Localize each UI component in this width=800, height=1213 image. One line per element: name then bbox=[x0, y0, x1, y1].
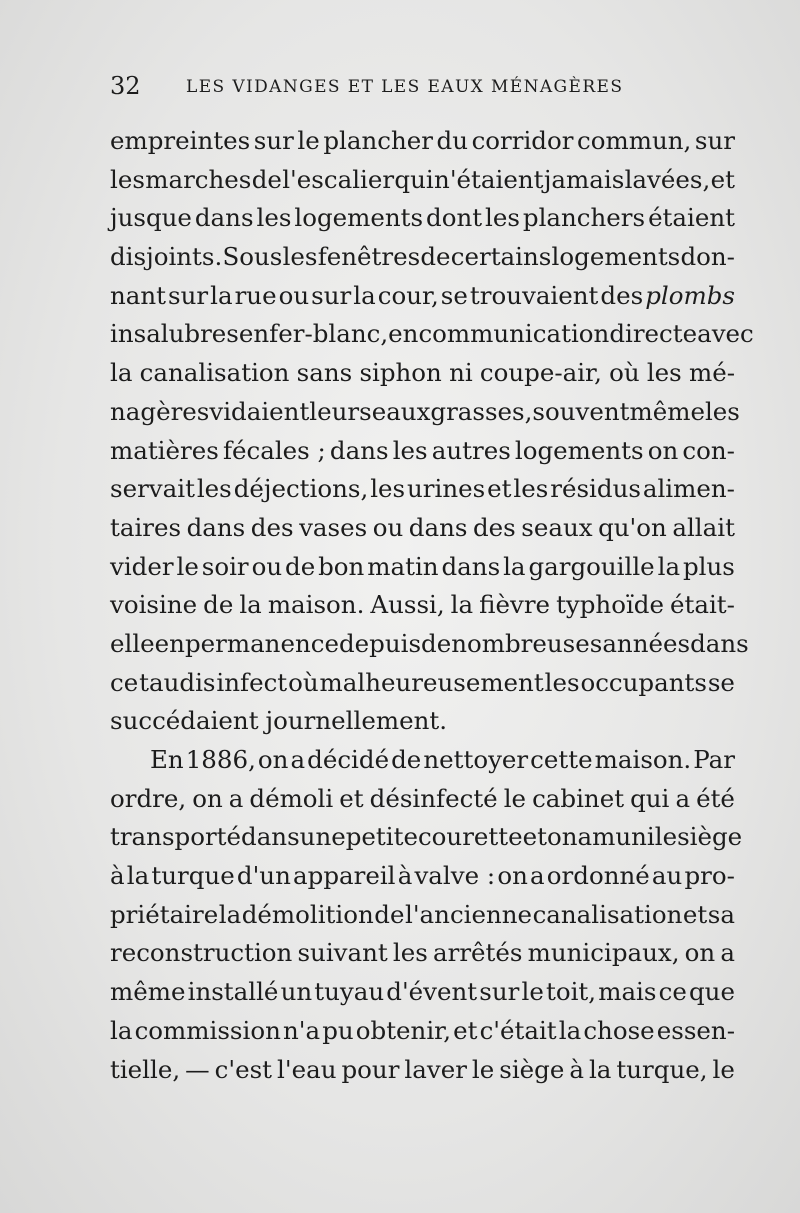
text-line bbox=[110, 393, 740, 432]
word: ou bbox=[372, 512, 404, 542]
word: à bbox=[110, 861, 125, 891]
word: se bbox=[440, 280, 468, 310]
word: maison. bbox=[267, 590, 365, 620]
word: plus bbox=[682, 551, 735, 581]
word: nombreuses bbox=[451, 628, 603, 658]
word: on bbox=[684, 938, 716, 968]
text-line bbox=[110, 277, 735, 316]
word: lavées, bbox=[624, 164, 711, 194]
word: en bbox=[154, 628, 185, 658]
word: on bbox=[647, 435, 679, 465]
word: taires bbox=[110, 512, 182, 542]
word: Par bbox=[693, 745, 735, 774]
word: installé bbox=[187, 977, 279, 1007]
word: c'était bbox=[479, 1015, 557, 1045]
word: canalisation bbox=[139, 358, 290, 388]
text-line bbox=[110, 664, 735, 703]
word: été bbox=[696, 783, 735, 813]
word: la bbox=[503, 551, 526, 581]
word: où bbox=[288, 667, 319, 697]
text-line bbox=[110, 702, 735, 741]
word: en bbox=[238, 319, 270, 349]
word: En bbox=[150, 745, 184, 774]
page-number: 32 bbox=[110, 72, 141, 100]
word: cabinet bbox=[532, 783, 625, 813]
word: ou bbox=[278, 280, 310, 310]
word: était- bbox=[670, 590, 735, 620]
word: commun, bbox=[577, 126, 692, 155]
word: nant bbox=[110, 280, 167, 310]
word: 1886, bbox=[185, 745, 256, 774]
word: grasses, bbox=[430, 396, 533, 426]
word: municipaux, bbox=[527, 938, 680, 968]
word: reconstruction bbox=[110, 938, 293, 968]
word: à bbox=[569, 1054, 584, 1084]
word: dans bbox=[690, 628, 749, 658]
text-line bbox=[110, 354, 735, 393]
word: servait bbox=[110, 474, 195, 504]
word: jamais bbox=[543, 164, 625, 194]
text-line bbox=[110, 432, 735, 471]
page-header bbox=[110, 70, 735, 102]
word: pu bbox=[322, 1015, 354, 1045]
running-title: LES VIDANGES ET LES EAUX MÉNAGÈRES bbox=[186, 77, 624, 97]
text-line bbox=[110, 199, 735, 238]
text-line bbox=[110, 548, 735, 587]
word: tuyau bbox=[314, 977, 385, 1007]
word: décidé bbox=[307, 745, 390, 774]
word: cette bbox=[530, 745, 593, 774]
word: on bbox=[257, 745, 289, 774]
word: alimen- bbox=[642, 474, 735, 504]
word: sur bbox=[253, 126, 294, 155]
word: vider bbox=[110, 551, 174, 581]
word: les bbox=[110, 164, 145, 194]
word: le bbox=[503, 783, 527, 813]
word: coupe-air, bbox=[479, 358, 602, 388]
word: siège bbox=[677, 822, 743, 852]
word: dans bbox=[241, 822, 300, 852]
word: l'escalier bbox=[282, 164, 395, 194]
word: trouvaient bbox=[469, 280, 599, 310]
word: transporté bbox=[110, 822, 242, 852]
word: appareil bbox=[293, 861, 396, 891]
word: la bbox=[110, 1015, 133, 1045]
word: Sous bbox=[222, 242, 283, 272]
word: la bbox=[126, 861, 150, 891]
word: mé- bbox=[688, 358, 735, 388]
word: des bbox=[250, 512, 294, 542]
word: laver bbox=[404, 1054, 467, 1084]
word: dans bbox=[408, 512, 468, 542]
word: de bbox=[203, 590, 234, 620]
word: a bbox=[290, 745, 306, 774]
word: insalubres bbox=[110, 319, 239, 349]
word: sa bbox=[707, 899, 735, 929]
word: vidaient bbox=[209, 396, 310, 426]
word: de bbox=[374, 899, 405, 929]
word: turque, bbox=[616, 1054, 708, 1084]
text-line bbox=[110, 973, 735, 1012]
word: corridor bbox=[471, 126, 574, 155]
word: le bbox=[297, 126, 320, 155]
paragraph bbox=[110, 741, 743, 1089]
word: certains bbox=[450, 242, 552, 272]
word: des bbox=[600, 280, 644, 310]
text-line bbox=[110, 818, 743, 857]
word: l'eau bbox=[277, 1054, 337, 1084]
word: se bbox=[707, 667, 735, 697]
word: siège bbox=[499, 1054, 565, 1084]
word: courette bbox=[417, 822, 523, 852]
word: leurs bbox=[309, 396, 372, 426]
word: succédaient bbox=[110, 706, 259, 736]
word: matières bbox=[110, 435, 219, 465]
word: valve : bbox=[414, 861, 496, 891]
word: le bbox=[712, 1054, 735, 1084]
word: bon bbox=[318, 551, 365, 581]
word: don- bbox=[680, 242, 735, 272]
word: turque bbox=[151, 861, 235, 891]
word: résidus bbox=[550, 474, 641, 504]
word: la bbox=[210, 280, 233, 310]
word: le bbox=[176, 551, 199, 581]
word: et bbox=[453, 1015, 478, 1045]
word: maison. bbox=[594, 745, 692, 774]
text-line bbox=[110, 625, 749, 664]
word: un bbox=[280, 977, 313, 1007]
word: infect bbox=[216, 667, 288, 697]
word: ou bbox=[251, 551, 283, 581]
text-line bbox=[110, 122, 735, 161]
word: la bbox=[110, 358, 133, 388]
word: au bbox=[651, 861, 683, 891]
word: toit, bbox=[546, 977, 597, 1007]
word: jusque bbox=[110, 203, 192, 233]
word: on bbox=[546, 822, 578, 852]
word: d'un bbox=[236, 861, 291, 891]
word: disjoints. bbox=[110, 242, 223, 272]
word: pro- bbox=[684, 861, 735, 891]
word: la bbox=[353, 280, 376, 310]
word: cour, bbox=[377, 280, 439, 310]
word: n'étaient bbox=[434, 164, 544, 194]
text-line bbox=[110, 896, 735, 935]
word: sur bbox=[168, 280, 209, 310]
word: rue bbox=[234, 280, 277, 310]
word: étaient bbox=[648, 203, 735, 233]
word: que bbox=[688, 977, 735, 1007]
word: les bbox=[704, 396, 740, 426]
word: plombs bbox=[645, 280, 735, 310]
word: les bbox=[513, 474, 549, 504]
word: matin bbox=[367, 551, 439, 581]
word: logements bbox=[294, 203, 424, 233]
word: démolition bbox=[241, 899, 374, 929]
word: on bbox=[497, 861, 528, 891]
word: petite bbox=[345, 822, 418, 852]
word: les bbox=[392, 938, 428, 968]
word: même bbox=[110, 977, 186, 1007]
word: — bbox=[185, 1054, 210, 1084]
word: a bbox=[577, 822, 593, 852]
word: qui bbox=[630, 783, 670, 813]
word: tielle, bbox=[110, 1054, 181, 1084]
word: logements bbox=[551, 242, 681, 272]
word: sur bbox=[479, 977, 520, 1007]
word: ce bbox=[658, 977, 687, 1007]
word: permanence bbox=[184, 628, 339, 658]
text-line bbox=[110, 1012, 735, 1051]
word: une bbox=[299, 822, 346, 852]
word: le bbox=[521, 977, 544, 1007]
text-line bbox=[110, 1051, 735, 1090]
word: sur bbox=[694, 126, 735, 155]
word: a bbox=[228, 783, 244, 813]
word: de bbox=[285, 551, 316, 581]
word: priétaire bbox=[110, 899, 219, 929]
word: voisine bbox=[110, 590, 198, 620]
word: muni bbox=[592, 822, 655, 852]
word: dans bbox=[194, 203, 254, 233]
word: soir bbox=[201, 551, 249, 581]
text-line bbox=[110, 509, 735, 548]
word: marches bbox=[145, 164, 252, 194]
word: obtenir, bbox=[355, 1015, 451, 1045]
word: les bbox=[485, 203, 520, 233]
word: urines bbox=[407, 474, 486, 504]
word: c'est bbox=[214, 1054, 273, 1084]
word: con- bbox=[682, 435, 735, 465]
text-line bbox=[110, 586, 735, 625]
word: les bbox=[256, 203, 292, 233]
word: allait bbox=[672, 512, 735, 542]
word: démoli bbox=[249, 783, 334, 813]
text-line bbox=[110, 741, 735, 780]
word: du bbox=[436, 126, 468, 155]
word: les bbox=[370, 474, 406, 504]
word: les bbox=[196, 474, 232, 504]
word: canalisation bbox=[532, 899, 683, 929]
word: les bbox=[392, 435, 428, 465]
word: sur bbox=[311, 280, 352, 310]
word: même bbox=[629, 396, 705, 426]
word: seaux bbox=[521, 512, 593, 542]
word: journellement. bbox=[265, 706, 447, 736]
word: communication bbox=[418, 319, 610, 349]
word: la bbox=[657, 551, 681, 581]
text-line bbox=[110, 857, 735, 896]
word: on bbox=[192, 783, 223, 813]
word: occupants bbox=[580, 667, 707, 697]
word: et bbox=[522, 822, 547, 852]
word: la bbox=[588, 1054, 612, 1084]
word: depuis bbox=[338, 628, 422, 658]
word: Aussi, bbox=[370, 590, 445, 620]
word: qui bbox=[394, 164, 434, 194]
word: la bbox=[558, 1015, 582, 1045]
word: nagères bbox=[110, 396, 210, 426]
word: a bbox=[675, 783, 691, 813]
word: planchers bbox=[522, 203, 646, 233]
word: en bbox=[388, 319, 419, 349]
word: à bbox=[397, 861, 413, 891]
word: déjections, bbox=[233, 474, 369, 504]
word: le bbox=[654, 822, 678, 852]
text-line bbox=[110, 238, 735, 277]
word: commission bbox=[134, 1015, 281, 1045]
word: suivant bbox=[297, 938, 388, 968]
word: des bbox=[472, 512, 516, 542]
word: d'évent bbox=[386, 977, 478, 1007]
word: fièvre bbox=[479, 590, 551, 620]
word: dont bbox=[426, 203, 483, 233]
word: mais bbox=[598, 977, 657, 1007]
word: plancher bbox=[323, 126, 433, 155]
word: a bbox=[530, 861, 545, 891]
word: et bbox=[710, 164, 735, 194]
word: de bbox=[391, 745, 422, 774]
word: empreintes bbox=[110, 126, 251, 155]
word: la bbox=[450, 590, 474, 620]
text-line bbox=[110, 780, 735, 819]
word: le bbox=[471, 1054, 495, 1084]
body-text bbox=[110, 122, 754, 1089]
word: ce bbox=[110, 667, 139, 697]
word: années bbox=[602, 628, 691, 658]
word: chose bbox=[583, 1015, 655, 1045]
word: nettoyer bbox=[423, 745, 529, 774]
word: les bbox=[646, 358, 682, 388]
word: où bbox=[609, 358, 640, 388]
word: pour bbox=[341, 1054, 400, 1084]
word: avec bbox=[697, 319, 754, 349]
word: l'ancienne bbox=[404, 899, 533, 929]
word: taudis bbox=[139, 667, 216, 697]
word: directe bbox=[609, 319, 698, 349]
word: arrêtés bbox=[433, 938, 523, 968]
word: eaux bbox=[371, 396, 431, 426]
word: ni bbox=[449, 358, 473, 388]
word: dans bbox=[441, 551, 501, 581]
word: fer-blanc, bbox=[269, 319, 389, 349]
word: gargouille bbox=[528, 551, 655, 581]
word: typhoïde bbox=[556, 590, 664, 620]
word: fenêtres bbox=[317, 242, 421, 272]
word: autres bbox=[431, 435, 511, 465]
word: de bbox=[421, 628, 452, 658]
word: de bbox=[251, 164, 282, 194]
word: les bbox=[544, 667, 580, 697]
word: elle bbox=[110, 628, 155, 658]
word: et bbox=[339, 783, 364, 813]
word: la bbox=[218, 899, 242, 929]
word: n'a bbox=[282, 1015, 321, 1045]
word: fécales ; bbox=[222, 435, 326, 465]
text-line bbox=[110, 934, 735, 973]
text-line bbox=[110, 315, 754, 354]
word: et bbox=[682, 899, 708, 929]
word: ordonné bbox=[546, 861, 650, 891]
word: de bbox=[420, 242, 451, 272]
word: vases bbox=[299, 512, 368, 542]
word: les bbox=[282, 242, 318, 272]
word: siphon bbox=[359, 358, 442, 388]
word: ordre, bbox=[110, 783, 187, 813]
word: a bbox=[720, 938, 735, 968]
paragraph bbox=[110, 122, 754, 741]
word: et bbox=[487, 474, 512, 504]
word: sans bbox=[296, 358, 353, 388]
text-line bbox=[110, 161, 735, 200]
word: essen- bbox=[656, 1015, 735, 1045]
word: malheureusement bbox=[319, 667, 544, 697]
word: dans bbox=[186, 512, 246, 542]
text-line bbox=[110, 470, 735, 509]
word: désinfecté bbox=[369, 783, 498, 813]
word: dans bbox=[329, 435, 389, 465]
word: qu'on bbox=[598, 512, 667, 542]
word: la bbox=[239, 590, 262, 620]
word: logements bbox=[514, 435, 644, 465]
word: souvent bbox=[532, 396, 630, 426]
